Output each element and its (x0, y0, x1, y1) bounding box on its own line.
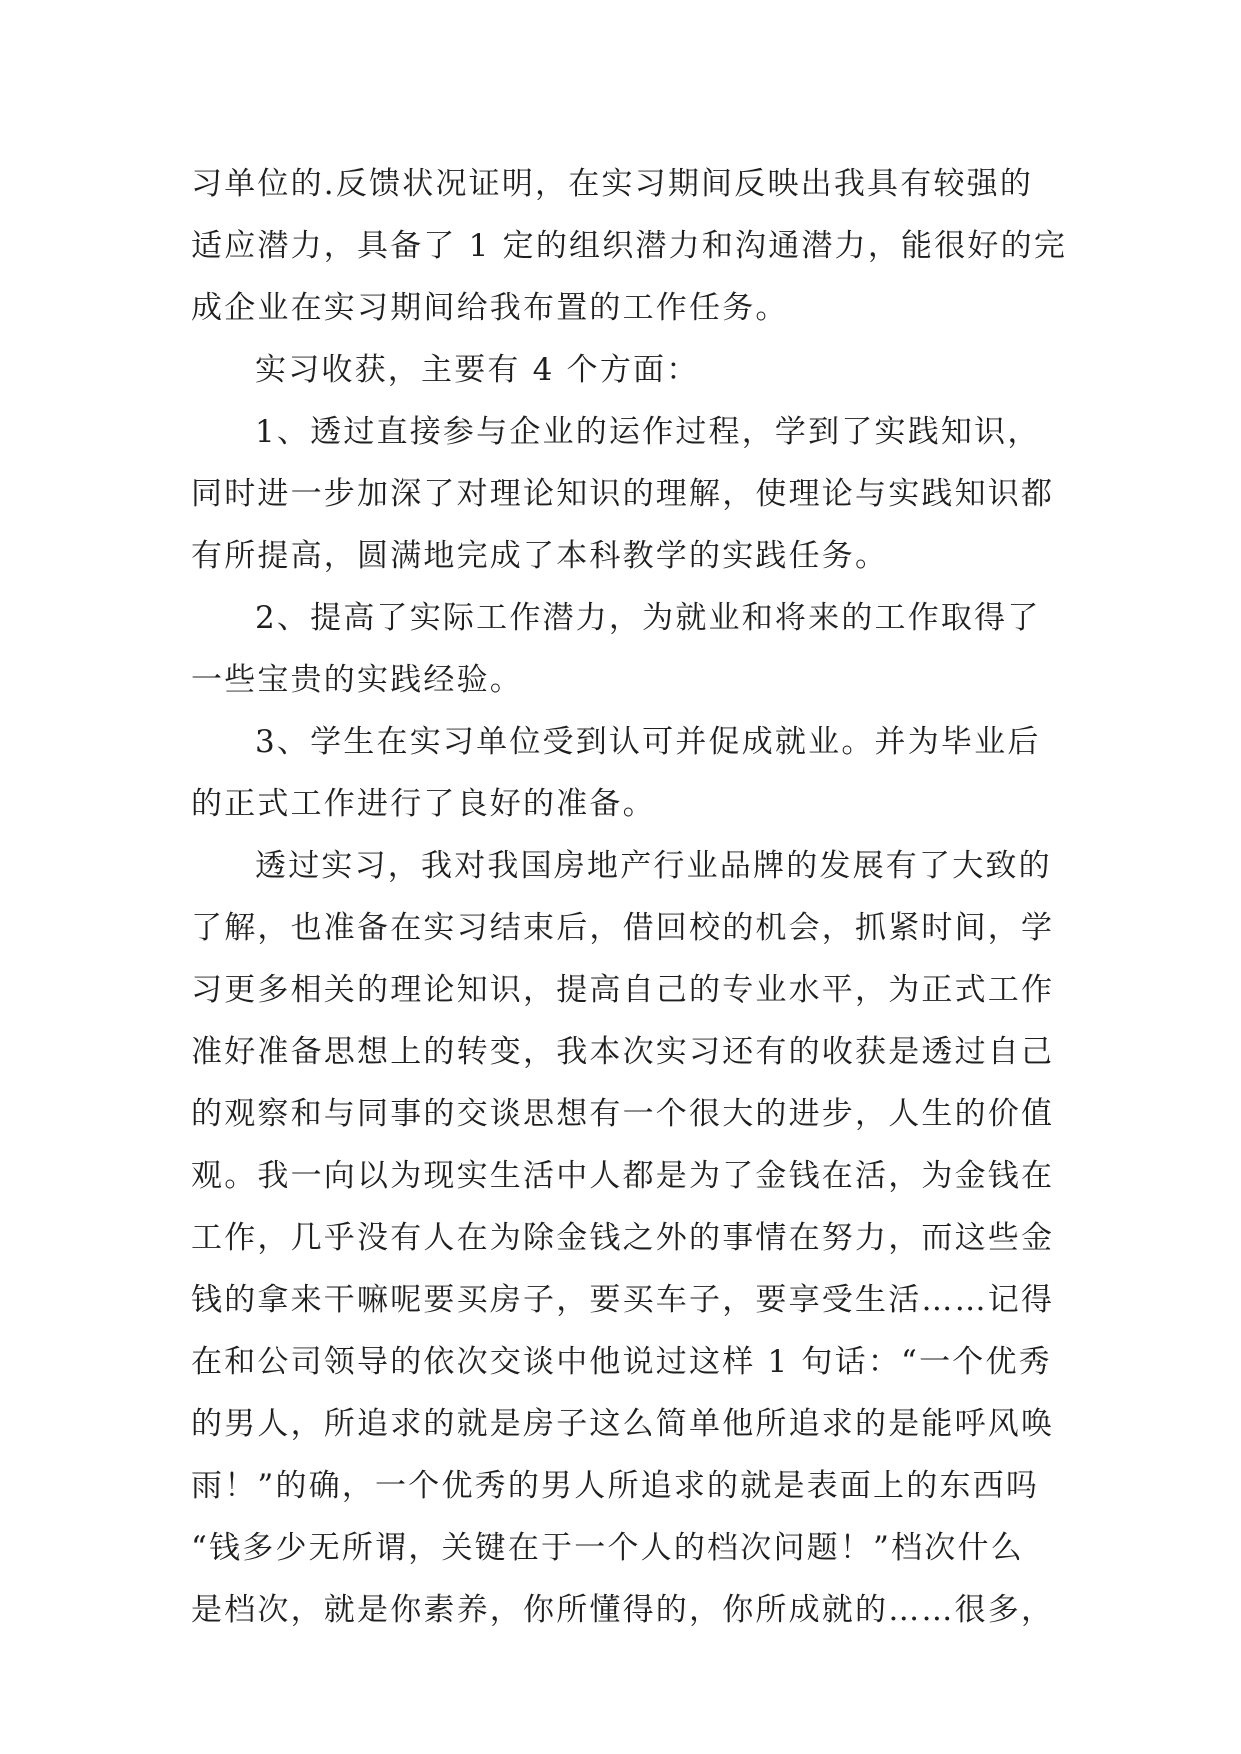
text-line: 是档次，就是你素养，你所懂得的，你所成就的……很多， (191, 1592, 1055, 1628)
text-line: 有所提高，圆满地完成了本科教学的实践任务。 (191, 538, 889, 574)
text-line: 准好准备思想上的转变，我本次实习还有的收获是透过自己 (191, 1034, 1055, 1070)
text-line: 习单位的.反馈状况证明，在实习期间反映出我具有较强的 (191, 166, 1034, 202)
text-line: 习更多相关的理论知识，提高自己的专业水平，为正式工作 (191, 972, 1055, 1008)
text-line: “钱多少无所谓，关键在于一个人的档次问题！”档次什么 (191, 1530, 1024, 1566)
text-line: 1、透过直接参与企业的运作过程，学到了实践知识， (255, 414, 1041, 450)
body-text (191, 153, 1068, 1641)
text-line: 2、提高了实际工作潜力，为就业和将来的工作取得了 (255, 600, 1041, 636)
text-line: 适应潜力，具备了 1 定的组织潜力和沟通潜力，能很好的完 (191, 228, 1068, 264)
text-line: 钱的拿来干嘛呢要买房子，要买车子，要享受生活……记得 (191, 1282, 1055, 1318)
text-line: 成企业在实习期间给我布置的工作任务。 (191, 290, 789, 326)
text-line: 透过实习，我对我国房地产行业品牌的发展有了大致的 (255, 848, 1052, 884)
text-line: 雨！”的确，一个优秀的男人所追求的就是表面上的东西吗 (191, 1468, 1040, 1504)
text-line: 了解，也准备在实习结束后，借回校的机会，抓紧时间，学 (191, 910, 1055, 946)
text-line: 在和公司领导的依次交谈中他说过这样 1 句话：“一个优秀 (191, 1344, 1052, 1380)
text-line: 的观察和与同事的交谈思想有一个很大的进步，人生的价值 (191, 1096, 1055, 1132)
text-line: 同时进一步加深了对理论知识的理解，使理论与实践知识都 (191, 476, 1055, 512)
text-line: 工作，几乎没有人在为除金钱之外的事情在努力，而这些金 (191, 1220, 1055, 1256)
text-line: 一些宝贵的实践经验。 (191, 662, 523, 698)
text-line: 观。我一向以为现实生活中人都是为了金钱在活，为金钱在 (191, 1158, 1055, 1194)
text-line: 实习收获，主要有 4 个方面： (255, 352, 700, 388)
text-line: 的男人，所追求的就是房子这么简单他所追求的是能呼风唤 (191, 1406, 1055, 1442)
text-line: 的正式工作进行了良好的准备。 (191, 786, 656, 822)
text-line: 3、学生在实习单位受到认可并促成就业。并为毕业后 (255, 724, 1041, 760)
